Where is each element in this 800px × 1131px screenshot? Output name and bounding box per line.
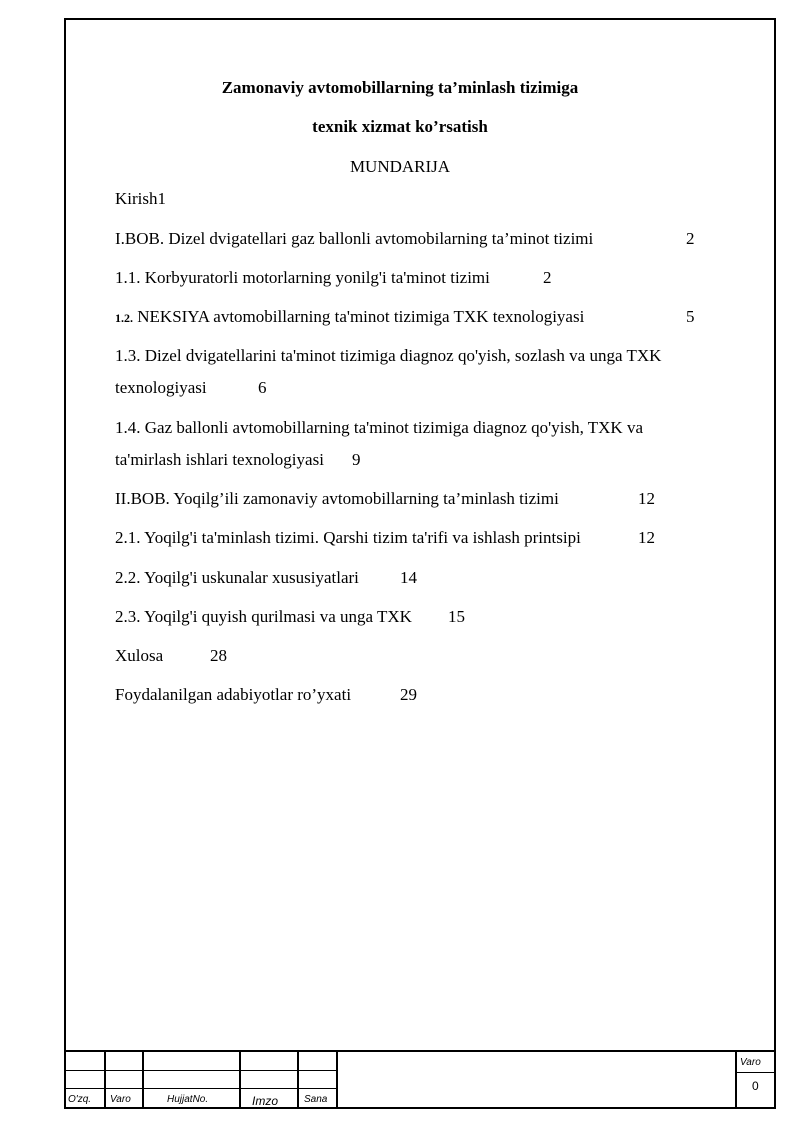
stamp-grid-col-3 — [239, 1052, 241, 1109]
toc-entry-1-4-line1: 1.4. Gaz ballonli avtomobillarning ta'minot tizimiga diagnoz qo'yish, TXK va — [115, 418, 643, 437]
toc-page-1-1: 2 — [543, 268, 552, 287]
page-frame — [64, 18, 776, 1109]
toc-entry-1-1 — [115, 268, 490, 288]
stamp-page-number: 0 — [752, 1079, 759, 1093]
stamp-label-varo: Varo — [110, 1094, 131, 1105]
toc-entry-1-3-line2: texnologiyasi — [115, 378, 207, 397]
stamp-label-ozq: O'zq. — [68, 1094, 92, 1105]
stamp-label-sana: Sana — [304, 1094, 328, 1105]
stamp-right-divider — [735, 1052, 737, 1109]
toc-page-1-2: 5 — [686, 307, 695, 326]
stamp-label-hujjat: HujjatNo. — [167, 1094, 209, 1105]
toc-page-2-2: 14 — [400, 568, 417, 587]
toc-page-2-1: 12 — [638, 528, 655, 547]
toc-entry-adabiyot: Foydalanilgan adabiyotlar ro’yxati — [115, 685, 352, 704]
stamp-block — [64, 1050, 776, 1109]
toc-entry-2-2: 2.2. Yoqilg'i uskunalar xususiyatlari — [115, 568, 359, 587]
toc-page-2-3: 15 — [448, 607, 465, 626]
toc-heading: MUNDARIJA — [349, 157, 451, 176]
document-title-line1: Zamonaviy avtomobillarning ta’minlash tizimiga — [221, 78, 579, 97]
toc-entry-kirish: Kirish1 — [115, 189, 166, 208]
stamp-grid-col-5 — [336, 1052, 338, 1109]
toc-entry-xulosa: Xulosa — [115, 646, 164, 665]
stamp-label-varo-right: Varo — [740, 1057, 761, 1068]
document-title-line2: texnik xizmat ko’rsatish — [312, 117, 488, 136]
toc-entry-1-2-number: 1.2. — [115, 311, 133, 325]
toc-entry-1-3-line1: 1.3. Dizel dvigatellarini ta'minot tizimiga diagnoz qo'yish, sozlash va unga TXK — [115, 346, 662, 365]
toc-page-bob2: 12 — [638, 489, 655, 508]
toc-entry-2-1: 2.1. Yoqilg'i ta'minlash tizimi. Qarshi tizim ta'rifi va ishlash printsipi — [115, 528, 581, 547]
toc-entry-bob2: II.BOB. Yoqilg’ili zamonaviy avtomobillarning ta’minlash tizimi — [115, 489, 559, 508]
toc-page-xulosa: 28 — [210, 646, 227, 665]
toc-entry-1-1-text: 1.1. Korbyuratorli motorlarning yonilg'i ta'minot tizimi — [115, 268, 490, 287]
toc-page-1-3: 6 — [258, 378, 267, 397]
toc-entry-1-4-line2: ta'mirlash ishlari texnologiyasi — [115, 450, 324, 469]
toc-page-adabiyot: 29 — [400, 685, 417, 704]
stamp-grid-col-4 — [297, 1052, 299, 1109]
toc-page-bob1: 2 — [686, 229, 695, 248]
toc-entry-1-2-text: NEKSIYA avtomobillarning ta'minot tizimiga TXK texnologiyasi — [137, 307, 585, 326]
stamp-grid-col-1 — [104, 1052, 106, 1109]
toc-page-1-4: 9 — [352, 450, 361, 469]
stamp-right-row — [735, 1072, 774, 1073]
toc-entry-2-3: 2.3. Yoqilg'i quyish qurilmasi va unga TXK — [115, 607, 412, 626]
toc-entry-1-2 — [115, 307, 584, 327]
stamp-label-imzo: Imzo — [252, 1094, 279, 1108]
stamp-grid-col-2 — [142, 1052, 144, 1109]
toc-entry-bob1: I.BOB. Dizel dvigatellari gaz ballonli avtomobilarning ta’minot tizimi — [115, 229, 594, 248]
